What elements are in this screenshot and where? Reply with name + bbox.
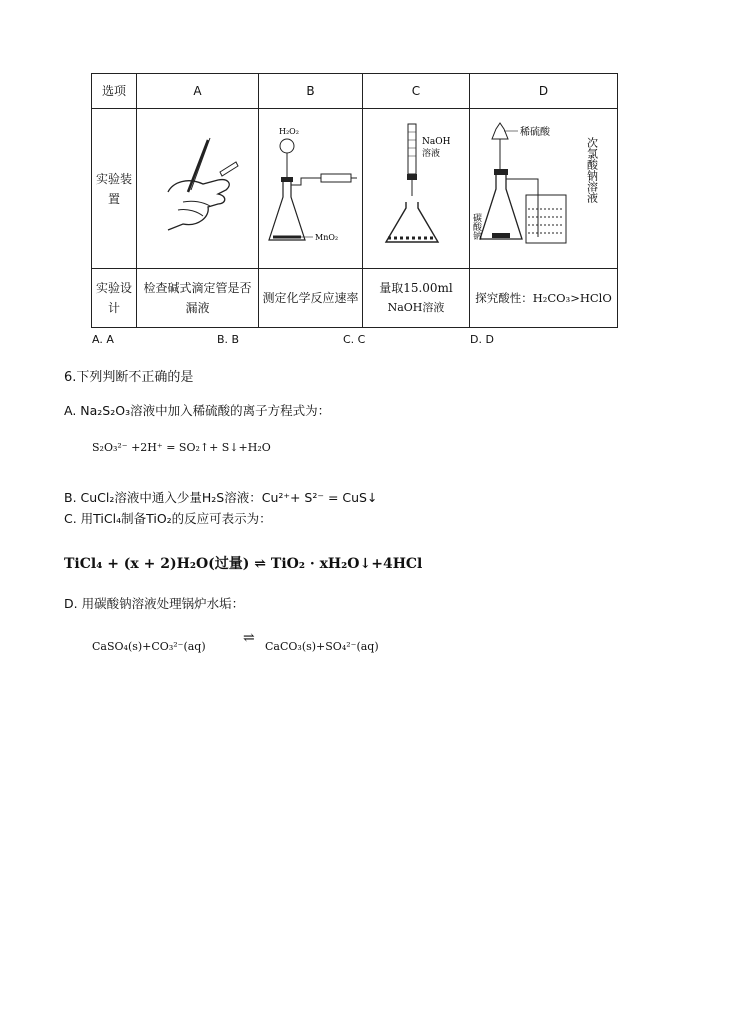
figure-d xyxy=(470,109,618,269)
figure-b xyxy=(259,109,363,269)
option-d[interactable]: D. D xyxy=(470,333,494,346)
burette-hand-illustration xyxy=(148,132,248,242)
titration-illustration xyxy=(366,122,466,252)
svg-text:H₂O₂: H₂O₂ xyxy=(278,127,299,136)
figure-a xyxy=(137,109,259,269)
apparatus-row xyxy=(92,109,618,269)
experiment-table xyxy=(91,73,618,328)
svg-text:碳酸钠: 碳酸钠 xyxy=(470,213,481,240)
equilibrium-arrow: ⇌ xyxy=(243,630,255,646)
table-header-row xyxy=(92,74,618,109)
rate-measurement-illustration xyxy=(261,122,361,252)
option-d-equation-right: CaCO₃(s)+SO₄²⁻(aq) xyxy=(265,640,379,653)
design-c xyxy=(363,269,470,328)
option-d-equation-left: CaSO₄(s)+CO₃²⁻(aq) xyxy=(92,640,206,653)
option-b-text: B. CuCl₂溶液中通入少量H₂S溶液：Cu²⁺+ S²⁻ = CuS↓ xyxy=(64,490,378,505)
design-a: 检查碱式滴定管是否漏液 xyxy=(137,269,259,328)
header-d: D xyxy=(470,74,618,109)
design-c-line2: NaOH溶液 xyxy=(387,301,445,314)
option-c[interactable]: C. C xyxy=(343,333,366,346)
question-title: 6.下列判断不正确的是 xyxy=(64,370,194,385)
header-a: A xyxy=(137,74,259,109)
design-d: 探究酸性：H₂CO₃>HClO xyxy=(470,269,618,328)
option-a-text: A. Na₂S₂O₃溶液中加入稀硫酸的离子方程式为： xyxy=(64,403,331,418)
design-label: 实验设计 xyxy=(92,269,137,328)
header-b: B xyxy=(259,74,363,109)
design-b: 测定化学反应速率 xyxy=(259,269,363,328)
svg-text:稀硫酸: 稀硫酸 xyxy=(519,127,550,138)
svg-text:NaOH: NaOH xyxy=(422,137,451,147)
apparatus-label: 实验装置 xyxy=(92,109,137,269)
option-d-text: D. 用碳酸钠溶液处理锅炉水垢： xyxy=(64,596,245,611)
option-b[interactable]: B. B xyxy=(217,333,240,346)
svg-text:溶液: 溶液 xyxy=(422,149,441,159)
option-c-text: C. 用TiCl₄制备TiO₂的反应可表示为： xyxy=(64,511,272,526)
option-a[interactable]: A. A xyxy=(92,333,114,346)
design-c-line1: 量取15.00ml xyxy=(379,281,453,295)
svg-text:MnO₂: MnO₂ xyxy=(314,233,338,242)
design-row xyxy=(92,269,618,328)
header-c: C xyxy=(363,74,470,109)
svg-text:次氯酸钠溶液: 次氯酸钠溶液 xyxy=(585,137,598,203)
acidity-illustration xyxy=(470,117,614,257)
option-c-equation: TiCl₄ + (x + 2)H₂O(过量) ⇌ TiO₂ · xH₂O↓+4HCl xyxy=(64,556,423,572)
option-a-equation: S₂O₃²⁻ +2H⁺ = SO₂↑+ S↓+H₂O xyxy=(92,441,271,454)
header-option: 选项 xyxy=(92,74,137,109)
figure-c xyxy=(363,109,470,269)
